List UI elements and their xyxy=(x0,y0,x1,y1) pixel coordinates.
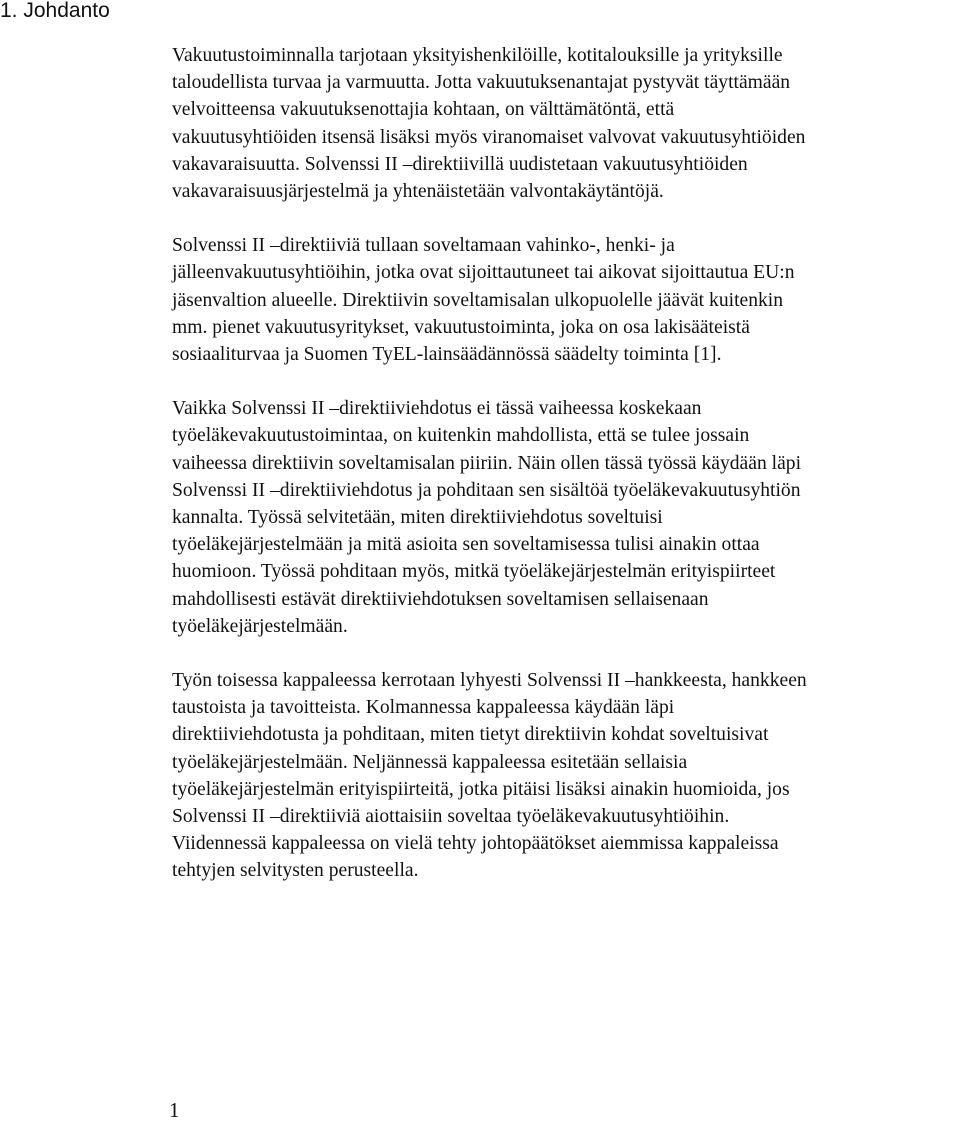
text-line: Vakuutustoiminnalla tarjotaan yksityishenkilöille, kotitalouksille ja yrityksille xyxy=(172,45,783,66)
text-line: kannalta. Työssä selvitetään, miten direktiiviehdotus soveltuisi xyxy=(172,507,663,529)
text-line: Solvenssi II –direktiiviehdotus ja pohditaan sen sisältöä työeläkevakuutusyhtiön xyxy=(172,479,801,501)
text-line: vakavaraisuusjärjestelmä ja yhtenäistetään valvontakäytäntöjä. xyxy=(172,181,664,203)
text-line: sosiaaliturvaa ja Suomen TyEL-lainsäädännössä säädelty toiminta [1]. xyxy=(172,344,722,366)
text-line: jäsenvaltion alueelle. Direktiivin soveltamisalan ulkopuolelle jäävät kuitenkin xyxy=(172,289,784,311)
text-line: Vaikka Solvenssi II –direktiiviehdotus ei tässä vaiheessa koskekaan xyxy=(172,398,702,420)
page-number: 1 xyxy=(169,1098,180,1122)
text-line: Viidennessä kappaleessa on vielä tehty johtopäätökset aiemmissa kappaleissa xyxy=(172,833,779,855)
text-line: tehtyjen selvitysten perusteella. xyxy=(172,860,419,882)
body-text xyxy=(172,42,960,912)
text-line: taustoista ja tavoitteista. Kolmannessa kappaleessa käydään läpi xyxy=(172,697,675,719)
paragraph-purpose xyxy=(172,395,960,640)
paragraph-intro xyxy=(172,42,960,205)
text-line: työeläkevakuutustoimintaa, on kuitenkin mahdollista, että se tulee jossain xyxy=(172,425,750,447)
text-line: direktiiviehdotusta ja pohditaan, miten tietyt direktiivin kohdat soveltuisivat xyxy=(172,724,769,746)
text-line: työeläkejärjestelmään ja mitä asioita sen soveltamisessa tulisi ainakin ottaa xyxy=(172,534,760,556)
paragraph-structure xyxy=(172,667,960,885)
text-line: Työn toisessa kappaleessa kerrotaan lyhyesti Solvenssi II –hankkeesta, hankkeen xyxy=(172,670,807,692)
text-line: mahdollisesti estävät direktiiviehdotuksen soveltamisen sellaisenaan xyxy=(172,588,709,610)
text-line: vakuutusyhtiöiden itsensä lisäksi myös viranomaiset valvovat vakuutusyhtiöiden xyxy=(172,126,806,148)
text-line: vakavaraisuutta. Solvenssi II –direktiivillä uudistetaan vakuutusyhtiöiden xyxy=(172,153,748,175)
text-line: taloudellista turvaa ja varmuutta. Jotta vakuutuksenantajat pystyvät täyttämään xyxy=(172,72,791,94)
text-line: työeläkejärjestelmän erityispiirteitä, jotka pitäisi lisäksi ainakin huomioida, jos xyxy=(172,778,790,800)
text-line: työeläkejärjestelmään. Neljännessä kappaleessa esitetään sellaisia xyxy=(172,751,688,773)
text-line: mm. pienet vakuutusyritykset, vakuutustoiminta, joka on osa lakisääteistä xyxy=(172,316,750,338)
text-line: velvoitteensa vakuutuksenottajia kohtaan, on välttämätöntä, että xyxy=(172,99,675,121)
text-line: Solvenssi II –direktiiviä aiottaisiin soveltaa työeläkevakuutusyhtiöihin. xyxy=(172,806,730,828)
text-line: Solvenssi II –direktiiviä tullaan soveltamaan vahinko-, henki- ja xyxy=(172,235,675,257)
section-heading: 1. Johdanto xyxy=(0,0,110,22)
paragraph-scope xyxy=(172,232,960,368)
text-line: huomioon. Työssä pohditaan myös, mitkä työeläkejärjestelmän erityispiirteet xyxy=(172,561,776,583)
text-line: työeläkejärjestelmään. xyxy=(172,615,348,637)
text-line: vaiheessa direktiivin soveltamisalan piiriin. Näin ollen tässä työssä käydään läpi xyxy=(172,452,802,474)
text-line: jälleenvakuutusyhtiöihin, jotka ovat sijoittautuneet tai aikovat sijoittautua EU:n xyxy=(172,262,795,284)
